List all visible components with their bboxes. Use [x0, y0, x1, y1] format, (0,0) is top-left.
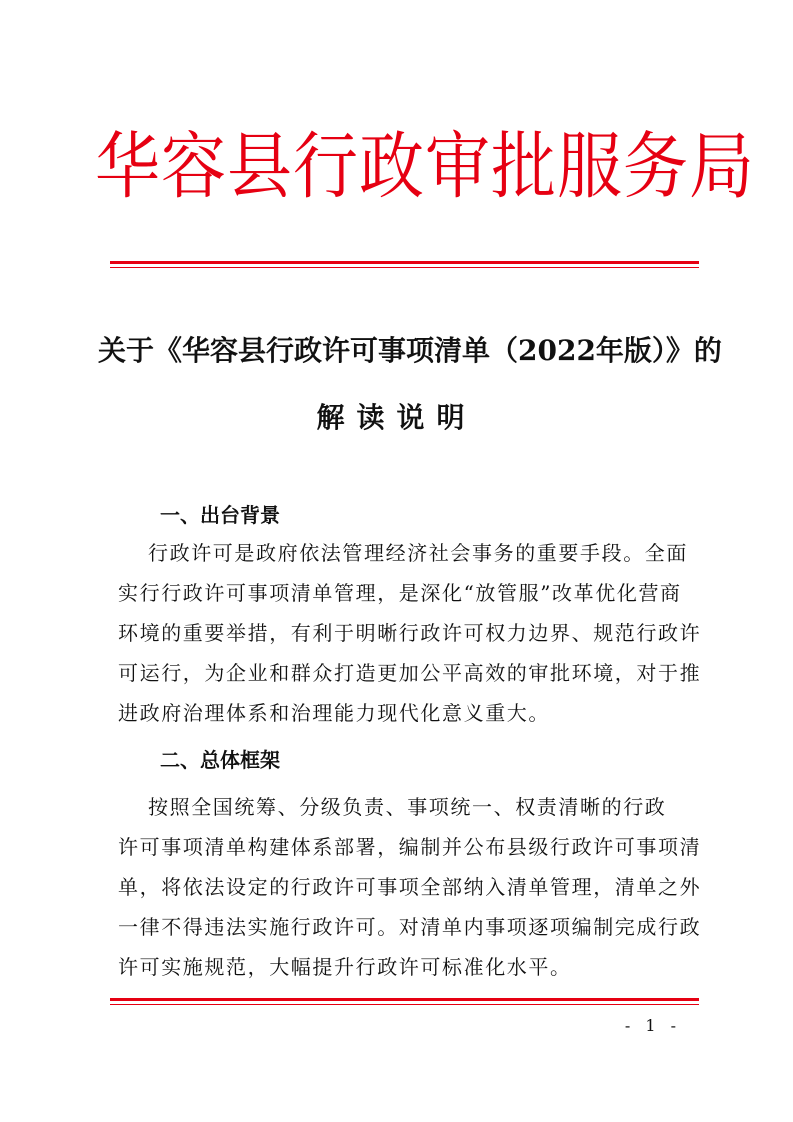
header-rule-thin [110, 267, 699, 268]
body-line: 按照全国统筹、分级负责、事项统一、权责清晰的行政 [148, 795, 667, 819]
section-heading-background: 一、出台背景 [160, 503, 280, 527]
footer-rule-thin [110, 1004, 699, 1005]
masthead-title: 华容县行政审批服务局 [95, 125, 756, 210]
body-line: 进政府治理体系和治理能力现代化意义重大。 [118, 701, 550, 725]
header-rule-thick [110, 261, 699, 264]
section-heading-framework: 二、总体框架 [160, 748, 280, 772]
body-line: 一律不得违法实施行政许可。对清单内事项逐项编制完成行政 [118, 915, 702, 939]
section-body-background [118, 533, 702, 733]
body-line: 可运行，为企业和群众打造更加公平高效的审批环境，对于推 [118, 661, 702, 685]
body-line: 实行行政许可事项清单管理，是深化“放管服”改革优化营商 [118, 581, 682, 605]
body-line: 行政许可是政府依法管理经济社会事务的重要手段。全面 [148, 541, 688, 565]
document-title-line-1: 关于《华容县行政许可事项清单（2022年版）》的 [98, 334, 722, 367]
document-title-line-2: 解读说明 [316, 401, 477, 434]
page-number: - 1 - [624, 1016, 682, 1035]
section-body-framework [118, 787, 702, 987]
body-line: 单，将依法设定的行政许可事项全部纳入清单管理，清单之外 [118, 875, 702, 899]
footer-rule-thick [110, 998, 699, 1001]
body-line: 许可实施规范，大幅提升行政许可标准化水平。 [118, 955, 572, 979]
body-line: 许可事项清单构建体系部署，编制并公布县级行政许可事项清 [118, 835, 702, 859]
body-line: 环境的重要举措，有利于明晰行政许可权力边界、规范行政许 [118, 621, 702, 645]
